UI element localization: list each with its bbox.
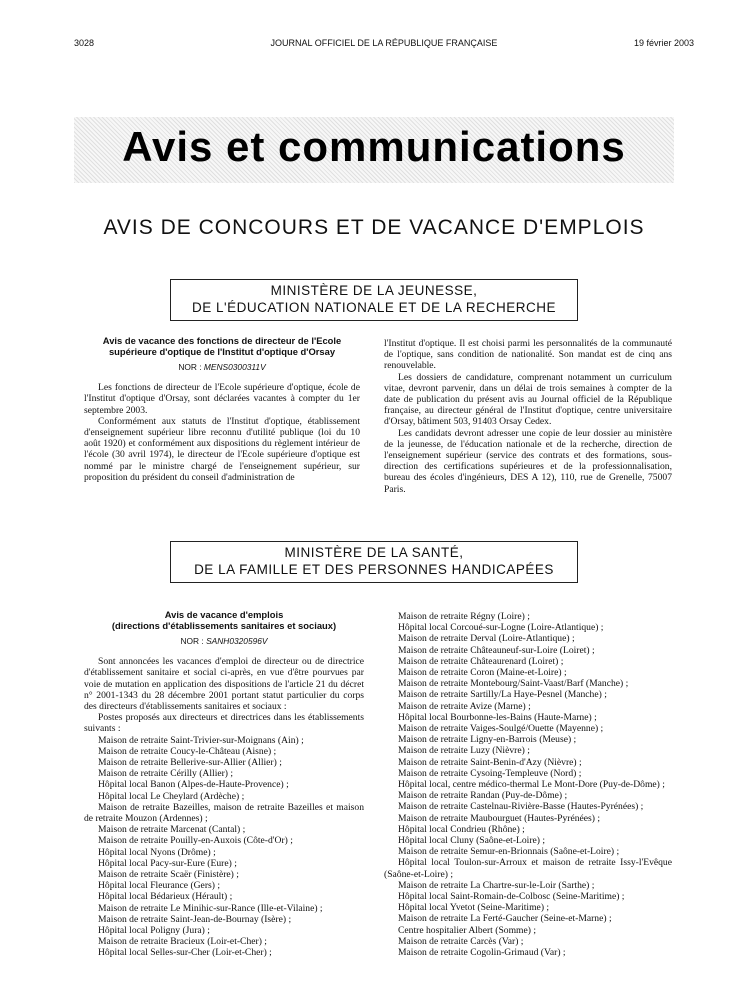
list-item: Maison de retraite Le Minihic-sur-Rance (Ille-et-Vilaine) ; [98,902,323,914]
section-banner [74,117,674,183]
list-item: Maison de retraite Pouilly-en-Auxois (Côte-d'Or) ; [98,835,293,847]
list-item: Maison de retraite La Chartre-sur-le-Loir (Sarthe) ; [398,879,595,891]
notice1-left-column [84,336,360,483]
list-item: Maison de retraite Scaër (Finistère) ; [98,869,239,881]
ministry-line-2: DE L'ÉDUCATION NATIONALE ET DE LA RECHERCHE [192,300,556,315]
list-item: Maison de retraite Bracieux (Loir-et-Cher) ; [98,936,267,948]
list-item: Maison de retraite Châteauneuf-sur-Loire (Loiret) ; [398,644,595,656]
list-item: Hôpital local Nyons (Drôme) ; [98,846,216,858]
notice1-paragraph: Les dossiers de candidature, comprenant notamment un curriculum vitae, devront parvenir, dans un délai de trois semaines à compter de la date de publication du présent avis au Journal officiel de la République française, au directeur général de l'Institut d'optique, centre universitaire d'Orsay, bâtiment 503, 91403 Orsay Cedex. [384,371,672,428]
list-item: Hôpital local Saint-Romain-de-Colbosc (Seine-Maritime) ; [398,891,625,903]
list-item: Hôpital local Bourbonne-les-Bains (Haute-Marne) ; [398,711,597,723]
list-item: Centre hospitalier Albert (Somme) ; [398,924,537,936]
list-item: Maison de retraite Marcenat (Cantal) ; [98,824,246,836]
establishment-list [84,735,364,959]
notice1-nor: NOR : MENS0300311V [178,362,266,372]
notice2-right-column [384,611,672,958]
notice2-title-line1: Avis de vacance d'emplois [164,609,284,620]
list-item: Maison de retraite Randan (Puy-de-Dôme) ; [398,790,568,802]
list-item: Hôpital local, centre médico-thermal Le Mont-Dore (Puy-de-Dôme) ; [398,779,665,791]
list-item: Maison de retraite Saint-Jean-de-Bournay (Isère) ; [98,913,292,925]
list-item: Hôpital local Yvetot (Seine-Maritime) ; [398,902,550,914]
notice1-paragraph: Les fonctions de directeur de l'Ecole supérieure d'optique, école de l'Institut d'optique d'Orsay, sont déclarées vacantes à compter du 1er septembre 2003. [84,382,360,416]
list-item: Hôpital local Poligny (Jura) ; [98,925,210,937]
list-item: Hôpital local Corcoué-sur-Logne (Loire-Atlantique) ; [398,622,604,634]
banner-title: Avis et communications [122,123,626,170]
list-item: Maison de retraite Luzy (Nièvre) ; [398,745,530,757]
list-item: Hôpital local Le Cheylard (Ardèche) ; [98,790,245,802]
list-item: Hôpital local Toulon-sur-Arroux et maison de retraite Issy-l'Evêque (Saône-et-Loire) ; [384,857,672,880]
list-item: Hôpital local Cluny (Saône-et-Loire) ; [398,835,546,847]
list-item: Maison de retraite Carcès (Var) ; [398,935,524,947]
list-item: Maison de retraite Semur-en-Brionnais (Saône-et-Loire) ; [398,846,620,858]
list-item: Hôpital local Bédarieux (Hérault) ; [98,891,233,903]
notice2-posts-intro: Postes proposés aux directeurs et directrices dans les établissements suivants : [84,712,364,735]
page-number: 3028 [74,38,95,48]
list-item: Maison de retraite Cérilly (Allier) ; [98,768,234,780]
notice1-paragraph: Conformément aux statuts de l'Institut d'optique, établissement d'enseignement supérieur libre reconnu d'utilité publique (loi du 10 août 1920) et conformément aux dispositions du règlement intérieur de l'école (30 avril 1974), le directeur de l'Ecole supérieure d'optique est nommé par le ministre chargé de l'enseignement supérieur, sur proposition du président du conseil d'administration de [84,415,360,483]
list-item: Maison de retraite Avize (Marne) ; [398,700,531,712]
journal-title: JOURNAL OFFICIEL DE LA RÉPUBLIQUE FRANÇAISE [270,38,498,48]
notice1-paragraph: l'Institut d'optique. Il est choisi parmi les personnalités de la communauté de l'optique, sans condition de nationalité. Son mandat est de cinq ans renouvelable. [384,338,672,372]
page-header [74,38,694,52]
list-item: Maison de retraite Maubourguet (Hautes-Pyrénées) ; [398,812,601,824]
list-item: Maison de retraite Saint-Trivier-sur-Moignans (Ain) ; [98,734,304,746]
list-item: Hôpital local Condrieu (Rhône) ; [398,823,525,835]
ministry-line-1: MINISTÈRE DE LA JEUNESSE, [270,283,478,298]
list-item: Maison de retraite Cogolin-Grimaud (Var) ; [398,947,566,959]
ministry-box-education [170,279,578,321]
list-item: Maison de retraite Régny (Loire) ; [398,611,530,622]
notice2-nor: NOR : SANH0320596V [180,636,268,646]
list-item: Hôpital local Fleurance (Gers) ; [98,880,221,892]
issue-date: 19 février 2003 [633,38,694,48]
notice2-left-column [84,610,364,959]
list-item: Hôpital local Banon (Alpes-de-Haute-Provence) ; [98,779,289,791]
ministry-box-health [170,541,578,583]
list-item: Maison de retraite Castelnau-Rivière-Basse (Hautes-Pyrénées) ; [398,801,644,813]
ministry-line-2: DE LA FAMILLE ET DES PERSONNES HANDICAPÉES [194,562,554,577]
list-item: Maison de retraite Châteaurenard (Loiret) ; [398,655,564,667]
notice1-title: Avis de vacance des fonctions de directeur de l'Ecole supérieure d'optique de l'Institut d'optique d'Orsay [102,335,342,357]
establishment-list [384,611,672,958]
notice2-intro: Sont annoncées les vacances d'emploi de directeur ou de directrice d'établissement sanitaire et social ci-après, en vue d'être pourvues par voie de mutation en application des dispositions de l'article 21 du décret n° 2001-1343 du 28 décembre 2001 portant statut particulier du corps des directeurs d'établissements sanitaires et sociaux : [84,656,364,713]
list-item: Maison de retraite Coucy-le-Château (Aisne) ; [98,745,277,757]
list-item: Maison de retraite Derval (Loire-Atlantique) ; [398,633,575,645]
notice2-title-line2: (directions d'établissements sanitaires et sociaux) [111,619,337,631]
list-item: Maison de retraite Ligny-en-Barrois (Meuse) ; [398,734,577,746]
list-item: Maison de retraite Vaiges-Soulgé/Ouette (Mayenne) ; [398,723,604,735]
list-item: Hôpital local Pacy-sur-Eure (Eure) ; [98,857,237,869]
ministry-line-1: MINISTÈRE DE LA SANTÉ, [284,545,464,560]
list-item: Maison de retraite Sartilly/La Haye-Pesnel (Manche) ; [398,689,607,701]
list-item: Maison de retraite La Ferté-Gaucher (Seine-et-Marne) ; [398,913,612,925]
list-item: Maison de retraite Cysoing-Templeuve (Nord) ; [398,767,582,779]
list-item: Maison de retraite Montebourg/Saint-Vaast/Barf (Manche) ; [398,678,629,690]
notice1-paragraph: Les candidats devront adresser une copie de leur dossier au ministère de la jeunesse, de l'éducation nationale et de la recherche, direction de l'enseignement supérieur (service des contrats et des formations, sous-direction des certifications supérieures et de la professionnalisation, bureau des écoles d'ingénieurs, DES A 12), 110, rue de Grenelle, 75007 Paris. [384,427,672,495]
section-title: AVIS DE CONCOURS ET DE VACANCE D'EMPLOIS [103,216,645,239]
notice1-right-column [384,338,672,495]
list-item: Maison de retraite Saint-Benin-d'Azy (Nièvre) ; [398,756,582,768]
list-item: Maison de retraite Bellerive-sur-Allier (Allier) ; [98,757,282,769]
list-item: Maison de retraite Bazeilles, maison de retraite Bazeilles et maison de retraite Mouzon (Ardennes) ; [84,801,364,825]
list-item: Hôpital local Selles-sur-Cher (Loir-et-Cher) ; [98,947,272,959]
list-item: Maison de retraite Coron (Maine-et-Loire) ; [398,667,567,679]
